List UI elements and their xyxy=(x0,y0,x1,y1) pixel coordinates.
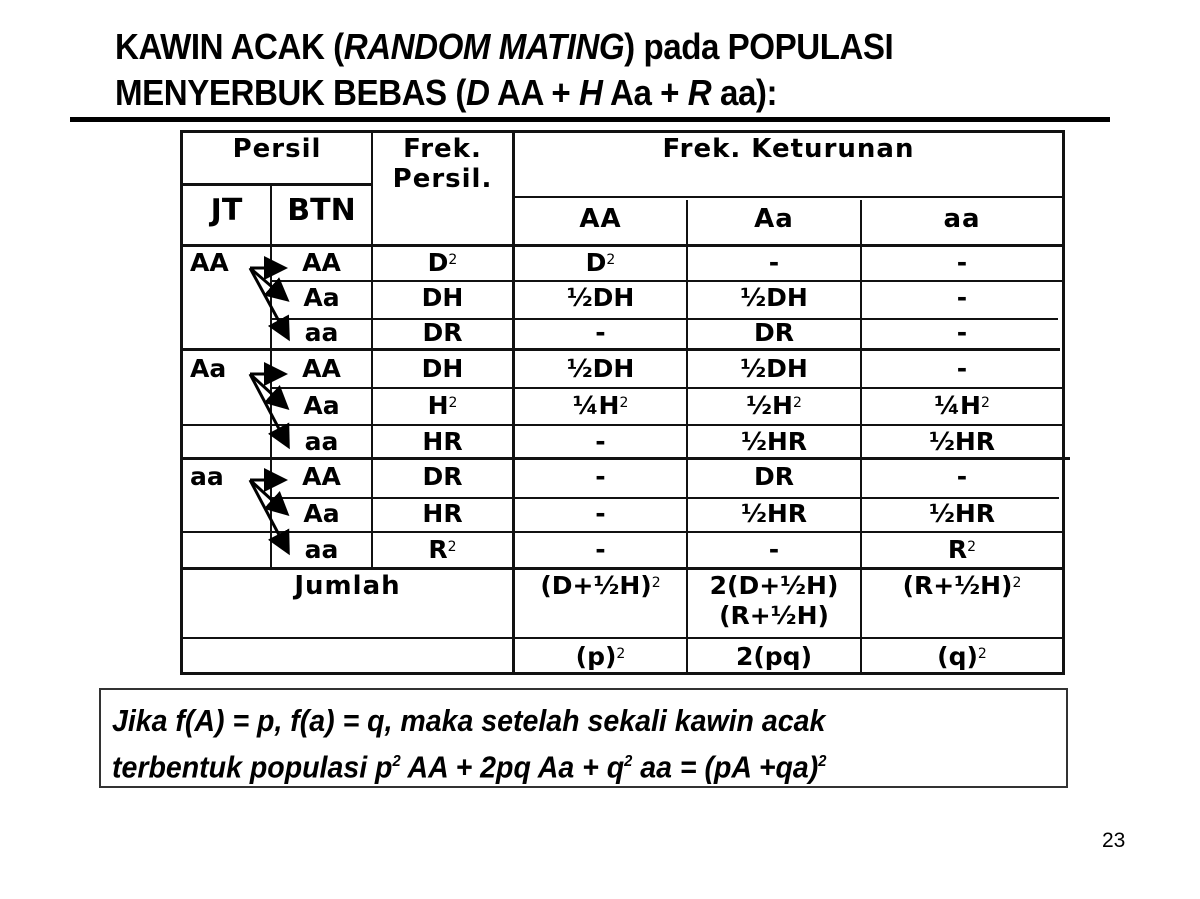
aa-cell: - xyxy=(956,318,968,347)
conclusion-line-1: Jika f(A) = p, f(a) = q, maka setelah sekali kawin acak xyxy=(112,703,826,738)
Aa-cell: ½DH xyxy=(740,354,808,383)
frek-cell: DR xyxy=(422,462,463,491)
title-line-1: KAWIN ACAK (RANDOM MATING) pada POPULASI xyxy=(115,26,894,67)
aa-cell: ½HR xyxy=(928,499,996,528)
jumlah-aa: (R+½H) $^2$ xyxy=(902,571,1022,600)
AA-cell: - xyxy=(595,318,606,347)
AA-cell: ½DH xyxy=(566,283,635,312)
arrow-group-AA xyxy=(250,268,287,336)
conclusion-line-2: terbentuk populasi $p^2$ AA + 2pq $Aa + q^2$ aa = (pA +qa)$^2$ xyxy=(112,749,827,785)
Aa-cell: ½H $^2$ xyxy=(746,391,802,420)
AA-cell: ½DH xyxy=(566,354,635,383)
Aa-cell: - xyxy=(768,248,780,277)
arrow-group-aa xyxy=(250,480,287,550)
frek-cell: HR xyxy=(422,499,463,528)
aa-cell: - xyxy=(956,248,968,277)
arrow-group-Aa xyxy=(250,374,287,444)
header-frek-keturunan: Frek. Keturunan xyxy=(662,134,915,164)
jumlah-Aa: 2(D+½H) (R+½H) xyxy=(709,571,839,630)
Aa-cell: DR xyxy=(753,318,794,347)
Aa-cell: ½DH xyxy=(740,283,808,312)
aa-cell: - xyxy=(956,283,968,312)
header-col-AA: AA xyxy=(579,204,622,234)
btn-cell: AA xyxy=(302,462,341,491)
conclusion-text xyxy=(112,700,826,787)
jt-cell: Aa xyxy=(190,354,227,383)
btn-cell: aa xyxy=(304,427,339,456)
btn-cell: aa xyxy=(304,318,339,347)
AA-cell: D $^2$ xyxy=(585,248,616,277)
frek-cell: DH xyxy=(421,354,464,383)
jt-cell: AA xyxy=(190,248,229,277)
aa-cell: R $^2$ xyxy=(947,535,977,564)
AA-cell: - xyxy=(595,535,606,564)
header-jt: JT xyxy=(210,193,243,228)
final-AA: (p) $^2$ xyxy=(575,642,626,671)
header-col-Aa: Aa xyxy=(754,204,794,234)
Aa-cell: - xyxy=(768,535,780,564)
aa-cell: - xyxy=(956,354,968,383)
Aa-cell: DR xyxy=(753,462,794,491)
aa-cell: ¼H $^2$ xyxy=(934,391,990,420)
btn-cell: Aa xyxy=(303,283,340,312)
btn-cell: AA xyxy=(302,248,341,277)
title-line-2: MENYERBUK BEBAS (D AA + H Aa + R aa): xyxy=(115,72,778,113)
jt-cell: aa xyxy=(190,462,224,491)
btn-cell: aa xyxy=(304,535,339,564)
frek-cell: R $^2$ xyxy=(428,535,457,564)
AA-cell: ¼H $^2$ xyxy=(572,391,629,420)
aa-cell: ½HR xyxy=(928,427,996,456)
frek-cell: DH xyxy=(421,283,464,312)
frek-cell: DR xyxy=(422,318,463,347)
final-Aa: 2(pq) xyxy=(735,642,813,671)
AA-cell: - xyxy=(595,499,606,528)
frek-cell: H $^2$ xyxy=(427,391,458,420)
AA-cell: - xyxy=(595,462,606,491)
final-aa: (q) $^2$ xyxy=(937,642,987,671)
btn-cell: AA xyxy=(302,354,341,383)
Aa-cell: ½HR xyxy=(740,499,808,528)
aa-cell: - xyxy=(956,462,968,491)
header-btn: BTN xyxy=(287,193,356,228)
btn-cell: Aa xyxy=(303,499,340,528)
header-frek-persil: Frek. Persil. xyxy=(392,134,493,194)
header-persil: Persil xyxy=(232,134,322,164)
btn-cell: Aa xyxy=(303,391,340,420)
jumlah-label: Jumlah xyxy=(294,571,401,601)
AA-cell: - xyxy=(595,427,606,456)
frek-cell: HR xyxy=(422,427,463,456)
header-col-aa: aa xyxy=(943,204,981,234)
page-number: 23 xyxy=(1102,829,1126,852)
frek-cell: D $^2$ xyxy=(427,248,458,277)
jumlah-AA: (D+½H) $^2$ xyxy=(540,571,661,600)
Aa-cell: ½HR xyxy=(740,427,808,456)
